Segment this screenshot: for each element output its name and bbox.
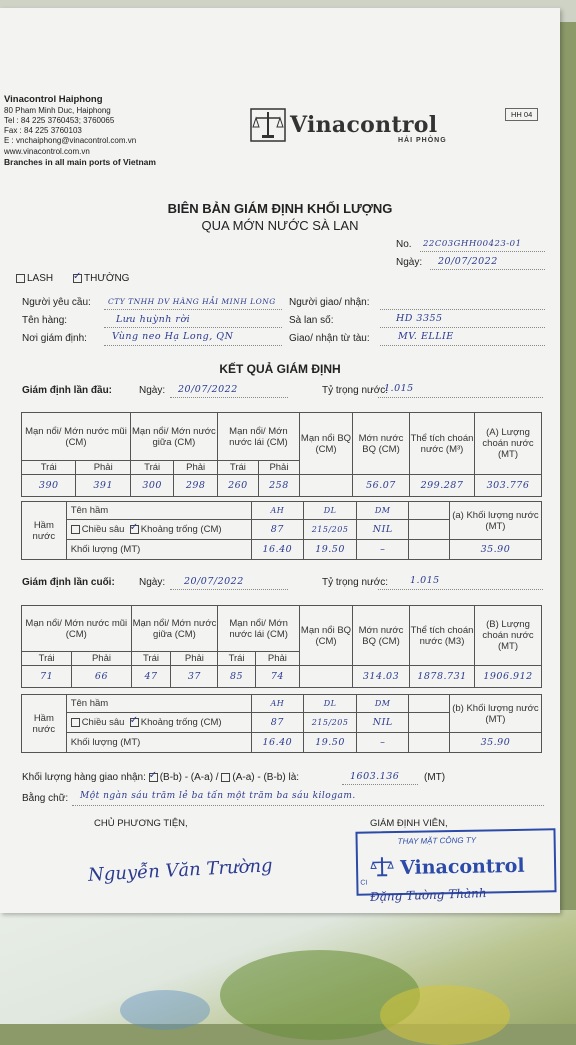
quantity-unit: (MT) <box>424 772 445 783</box>
tank-col: DL <box>304 502 357 520</box>
stamp-brand: Vinacontrol <box>400 855 525 879</box>
initial-draft-table <box>21 412 542 497</box>
water-total-value: 35.90 <box>449 540 541 560</box>
fore-header: Mạn nổi/ Mớn nước mũi (CM) <box>22 606 132 652</box>
company-branches: Branches in all main ports of Vietnam <box>4 157 156 167</box>
words-label: Bằng chữ: <box>22 793 68 804</box>
dotted-line <box>378 397 543 398</box>
company-email: E : vnchaiphong@vinacontrol.com.vn <box>4 136 136 145</box>
mid-left-value: 47 <box>131 666 171 688</box>
bq-freeboard-header: Mạn nổi BQ (CM) <box>300 606 353 666</box>
water-total-value: 35.90 <box>449 733 541 753</box>
fore-header: Mạn nổi/ Mớn nước mũi (CM) <box>22 413 131 461</box>
volume-value: 299.287 <box>410 475 475 497</box>
type-lash: LASH <box>16 273 53 284</box>
dotted-line <box>380 309 545 310</box>
col-right: Phải <box>174 461 217 475</box>
owner-title: CHỦ PHƯƠNG TIỆN, <box>94 818 188 829</box>
final-date-label: Ngày: <box>139 577 165 588</box>
aft-left-value: 260 <box>217 475 258 497</box>
document-subtitle: QUA MỚN NƯỚC SÀ LAN <box>0 218 560 233</box>
background-decoration <box>380 985 510 1045</box>
final-water-table <box>21 694 542 753</box>
date-label: Ngày: <box>396 257 422 268</box>
dotted-line <box>170 397 288 398</box>
results-title: KẾT QUẢ GIÁM ĐỊNH <box>0 362 560 376</box>
goods-value: Lưu huỳnh rời <box>116 314 190 325</box>
dotted-line <box>430 269 545 270</box>
quantity-line <box>22 772 299 783</box>
hold-label: Hầm nước <box>22 695 67 753</box>
dotted-line <box>420 251 545 252</box>
thuong-checkbox[interactable] <box>73 274 82 283</box>
fore-left-value: 390 <box>22 475 76 497</box>
formula-b-checkbox[interactable] <box>149 773 158 782</box>
weight-value: 16.40 <box>251 733 304 753</box>
ullage-value: NIL <box>356 520 409 540</box>
company-tel: Tel : 84 225 3760453; 3760065 <box>4 116 114 125</box>
initial-density-value: 1.015 <box>384 383 414 394</box>
displacement-value: 303.776 <box>475 475 542 497</box>
no-value: 22C03GHH00423-01 <box>423 239 521 249</box>
col-right: Phải <box>72 652 131 666</box>
aft-left-value: 85 <box>218 666 256 688</box>
tank-name-label: Tên hầm <box>66 695 251 713</box>
displacement-header: (B) Lượng choán nước (MT) <box>475 606 542 666</box>
dotted-line <box>380 327 545 328</box>
initial-water-table <box>21 501 542 560</box>
owner-signature: Nguyễn Văn Trường <box>88 855 273 886</box>
col-left: Trái <box>131 652 171 666</box>
initial-density-label: Tỷ trọng nước: <box>322 385 388 396</box>
dotted-line <box>104 327 282 328</box>
mid-right-value: 298 <box>174 475 217 497</box>
water-header: (a) Khối lượng nước (MT) <box>449 502 541 540</box>
initial-date-label: Ngày: <box>139 385 165 396</box>
empty-cell <box>409 502 449 520</box>
col-left: Trái <box>22 652 72 666</box>
fore-right-value: 66 <box>72 666 131 688</box>
aft-header: Mạn nổi/ Mớn nước lái (CM) <box>217 413 299 461</box>
tank-col: DM <box>356 695 409 713</box>
company-address: 80 Pham Minh Duc, Haiphong <box>4 106 111 115</box>
weight-label: Khối lượng (MT) <box>66 733 251 753</box>
col-left: Trái <box>22 461 76 475</box>
dotted-line <box>72 805 544 806</box>
tank-col: DM <box>356 502 409 520</box>
formula-a-checkbox[interactable] <box>221 773 230 782</box>
bq-freeboard-value <box>300 475 353 497</box>
date-value: 20/07/2022 <box>438 256 498 267</box>
weight-value: – <box>356 733 409 753</box>
final-date-value: 20/07/2022 <box>184 576 244 587</box>
lash-checkbox[interactable] <box>16 274 25 283</box>
requester-value: CTY TNHH DV HÀNG HẢI MINH LONG <box>108 297 276 306</box>
mid-right-value: 37 <box>171 666 218 688</box>
inspector-title: GIÁM ĐỊNH VIÊN, <box>370 818 448 829</box>
empty-cell <box>409 695 449 713</box>
brand-sub: HẢI PHÒNG <box>398 137 447 144</box>
words-value: Một ngàn sáu trăm lẻ ba tấn một trăm ba sáu kilogam. <box>80 791 356 801</box>
hold-label: Hầm nước <box>22 502 67 560</box>
final-draft-table <box>21 605 542 688</box>
displacement-value: 1906.912 <box>475 666 542 688</box>
bq-draft-value: 56.07 <box>353 475 410 497</box>
place-label: Nơi giám định: <box>22 333 87 344</box>
document-title: BIÊN BẢN GIÁM ĐỊNH KHỐI LƯỢNG <box>0 201 560 216</box>
aft-header: Mạn nổi/ Mớn nước lái (CM) <box>218 606 300 652</box>
goods-label: Tên hàng: <box>22 315 67 326</box>
ullage-options: Chiều sâu ✓ Khoảng trống (CM) <box>66 713 251 733</box>
form-code: HH 04 <box>505 108 538 121</box>
ullage-value: NIL <box>356 713 409 733</box>
ullage-checkbox[interactable] <box>130 525 139 534</box>
weight-value: – <box>356 540 409 560</box>
ullage-value: 87 <box>251 713 304 733</box>
bq-freeboard-header: Mạn nổi BQ (CM) <box>300 413 353 475</box>
col-left: Trái <box>130 461 173 475</box>
formula-b-label: (B-b) - (A-a) / <box>160 772 219 783</box>
weight-value: 19.50 <box>304 540 357 560</box>
tank-col: AH <box>251 502 304 520</box>
initial-date-value: 20/07/2022 <box>178 384 238 395</box>
quantity-label: Khối lượng hàng giao nhận: <box>22 772 146 783</box>
scale-logo-icon <box>250 108 286 142</box>
aft-right-value: 74 <box>255 666 299 688</box>
col-left: Trái <box>218 652 256 666</box>
col-right: Phải <box>76 461 130 475</box>
dotted-line <box>170 589 288 590</box>
ullage-checkbox[interactable] <box>130 718 139 727</box>
background-decoration <box>120 990 210 1030</box>
deliverer-label: Người giao/ nhận: <box>289 297 370 308</box>
water-header: (b) Khối lượng nước (MT) <box>449 695 541 733</box>
weight-value: 16.40 <box>251 540 304 560</box>
brand-logo: Vinacontrol <box>290 112 437 138</box>
weight-label: Khối lượng (MT) <box>66 540 251 560</box>
tank-name-label: Tên hầm <box>66 502 251 520</box>
company-stamp <box>355 828 556 895</box>
stamp-ref: CI <box>360 880 367 887</box>
weight-value: 19.50 <box>304 733 357 753</box>
final-label: Giám định lần cuối: <box>22 577 115 588</box>
no-label: No. <box>396 239 412 250</box>
dotted-line <box>342 784 418 785</box>
dotted-line <box>378 589 543 590</box>
type-thuong: ✓ THƯỜNG <box>73 273 129 284</box>
ullage-value: 215/205 <box>304 520 357 540</box>
mid-left-value: 300 <box>130 475 173 497</box>
col-right: Phải <box>258 461 299 475</box>
ullage-options: Chiều sâu ✓ Khoảng trống (CM) <box>66 520 251 540</box>
fore-left-value: 71 <box>22 666 72 688</box>
mid-header: Mạn nổi/ Mớn nước giữa (CM) <box>131 606 218 652</box>
empty-cell <box>409 713 449 733</box>
empty-cell <box>409 733 449 753</box>
volume-header: Thể tích choán nước (M3) <box>410 606 475 666</box>
initial-label: Giám định lần đầu: <box>22 385 112 396</box>
fore-right-value: 391 <box>76 475 130 497</box>
ullage-value: 87 <box>251 520 304 540</box>
aft-right-value: 258 <box>258 475 299 497</box>
stamp-scale-icon <box>370 855 394 882</box>
stamp-line: THAY MẶT CÔNG TY <box>398 836 477 846</box>
bq-draft-header: Mớn nước BQ (CM) <box>353 413 410 475</box>
company-name: Vinacontrol Haiphong <box>4 94 103 105</box>
depth-checkbox[interactable] <box>71 525 80 534</box>
barge-value: HD 3355 <box>396 313 443 324</box>
bq-draft-header: Mớn nước BQ (CM) <box>353 606 410 666</box>
place-value: Vùng neo Hạ Long, QN <box>112 331 233 342</box>
dotted-line <box>104 309 282 310</box>
bq-draft-value: 314.03 <box>353 666 410 688</box>
volume-header: Thể tích choán nước (M³) <box>410 413 475 475</box>
displacement-header: (A) Lượng choán nước (MT) <box>475 413 542 475</box>
empty-cell <box>409 520 449 540</box>
tank-col: DL <box>304 695 357 713</box>
dotted-line <box>104 345 282 346</box>
company-fax: Fax : 84 225 3760103 <box>4 126 82 135</box>
volume-value: 1878.731 <box>410 666 475 688</box>
final-density-label: Tỷ trọng nước: <box>322 577 388 588</box>
quantity-value: 1603.136 <box>350 771 399 782</box>
col-right: Phải <box>171 652 218 666</box>
col-right: Phải <box>255 652 299 666</box>
barge-label: Sà lan số: <box>289 315 333 326</box>
mid-header: Mạn nổi/ Mớn nước giữa (CM) <box>130 413 217 461</box>
vessel-value: MV. ELLIE <box>398 331 454 342</box>
bq-freeboard-value <box>300 666 353 688</box>
empty-cell <box>409 540 449 560</box>
requester-label: Người yêu cầu: <box>22 297 91 308</box>
col-left: Trái <box>217 461 258 475</box>
depth-checkbox[interactable] <box>71 718 80 727</box>
final-density-value: 1.015 <box>410 575 440 586</box>
document-page <box>0 8 560 913</box>
vessel-label: Giao/ nhận từ tàu: <box>289 333 370 344</box>
tank-col: AH <box>251 695 304 713</box>
inspector-signature: Đặng Tường Thành <box>370 886 487 904</box>
formula-a-label: (A-a) - (B-b) là: <box>232 772 299 783</box>
ullage-value: 215/205 <box>304 713 357 733</box>
dotted-line <box>380 345 545 346</box>
company-web: www.vinacontrol.com.vn <box>4 147 90 156</box>
